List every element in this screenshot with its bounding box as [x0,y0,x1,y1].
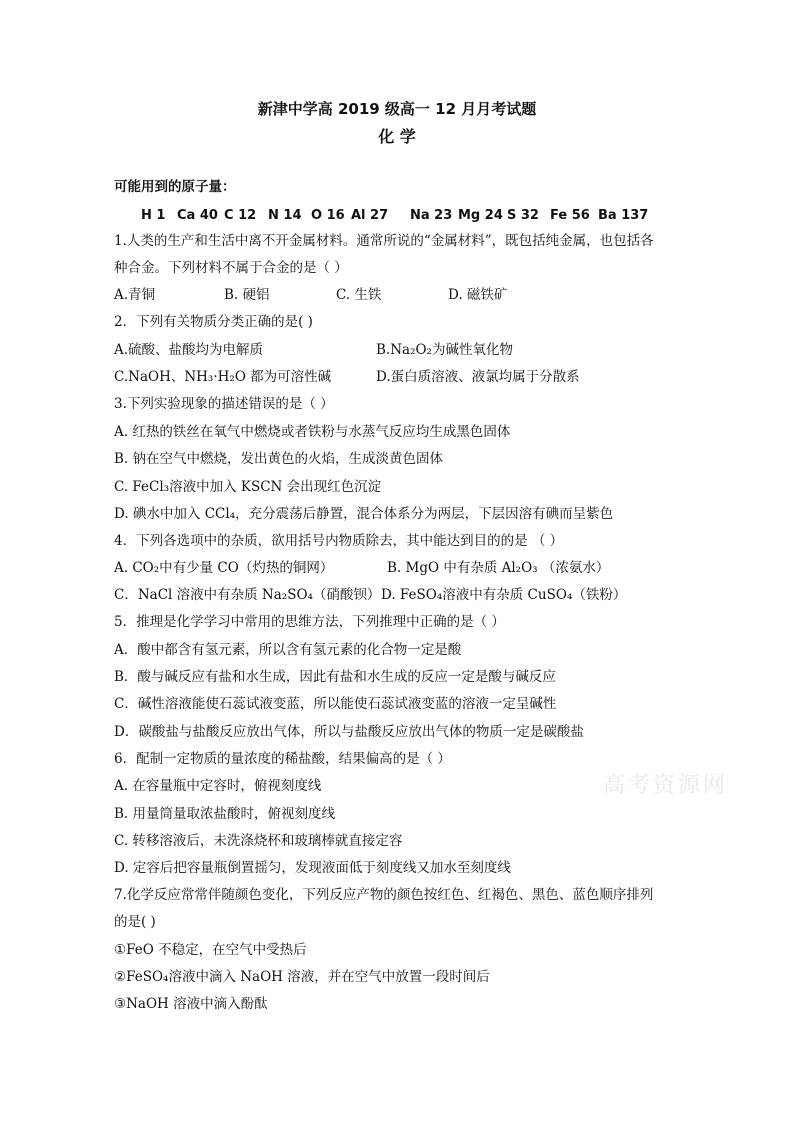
atomic-mass-item: Na 23 [410,208,453,223]
question-4-option-b: B. MgO 中有杂质 Al₂O₃ （浓氨水） [387,560,610,576]
question-7-item-1: ①FeO 不稳定，在空气中受热后 [114,942,307,958]
atomic-mass-label: 可能用到的原子量： [114,179,236,195]
question-3-option-b: B. 钠在空气中燃烧，发出黄色的火焰，生成淡黄色固体 [114,451,444,467]
watermark: 高考资源网 [603,773,729,798]
question-7-item-2: ②FeSO₄溶液中滴入 NaOH 溶液，并在空气中放置一段时间后 [114,969,490,985]
atomic-mass-item: C 12 [224,208,257,223]
question-2-option-a: A.硫酸、盐酸均为电解质 [114,342,264,358]
question-1-line-2: 种合金。下列材料不属于合金的是（ ） [114,260,348,276]
question-1-option-a: A.青铜 [114,287,156,303]
atomic-mass-item: H 1 [141,208,166,223]
question-6-stem: 6．配制一定物质的量浓度的稀盐酸，结果偏高的是（ ） [114,751,451,767]
subject-title: 化 学 [378,127,416,146]
atomic-mass-item: Mg 24 [458,208,503,223]
question-1-option-d: D. 磁铁矿 [448,287,508,303]
question-3-option-d: D. 碘水中加入 CCl₄，充分震荡后静置，混合体系分为两层，下层因溶有碘而呈紫色 [114,506,614,522]
atomic-mass-item: N 14 [268,208,302,223]
atomic-mass-item: Ba 137 [598,208,649,223]
question-5-option-c: C．碱性溶液能使石蕊试液变蓝，所以能使石蕊试液变蓝的溶液一定呈碱性 [114,696,557,712]
question-7-line-1: 7.化学反应常常伴随颜色变化，下列反应产物的颜色按红色、红褐色、黑色、蓝色顺序排列 [114,887,654,903]
atomic-mass-item: O 16 [311,208,345,223]
question-1-option-c: C. 生铁 [336,287,382,303]
atomic-mass-item: Ca 40 [177,208,218,223]
question-1-line-1: 1.人类的生产和生活中离不开金属材料。通常所说的“金属材料”，既包括纯金属，也包括各 [114,233,654,249]
question-2-option-c: C.NaOH、NH₃·H₂O 都为可溶性碱 [114,369,332,385]
question-6-option-a: A. 在容量瓶中定容时，俯视刻度线 [114,778,322,794]
question-4-option-a: A. CO₂中有少量 CO（灼热的铜网） [114,560,334,576]
atomic-mass-item: Fe 56 [550,208,590,223]
question-7-item-3: ③NaOH 溶液中滴入酚酞 [114,996,268,1012]
question-3-stem: 3.下列实验现象的描述错误的是（ ） [114,396,334,412]
question-2-option-d: D.蛋白质溶液、液氯均属于分散系 [376,369,580,385]
question-3-option-c: C. FeCl₃溶液中加入 KSCN 会出现红色沉淀 [114,479,382,495]
question-4-stem: 4．下列各选项中的杂质，欲用括号内物质除去，其中能达到目的的是 （ ） [114,533,564,549]
question-2-option-b: B.Na₂O₂为碱性氧化物 [376,342,513,358]
question-5-option-b: B．酸与碱反应有盐和水生成，因此有盐和水生成的反应一定是酸与碱反应 [114,669,556,685]
question-7-line-2: 的是( ) [114,914,156,930]
question-5-stem: 5．推理是化学学习中常用的思维方法，下列推理中正确的是（ ） [114,614,505,630]
exam-title: 新津中学高 2019 级高一 12 月月考试题 [257,100,537,118]
atomic-mass-item: Al 27 [351,208,389,223]
question-2-stem: 2．下列有关物质分类正确的是( ) [114,314,313,330]
question-3-option-a: A. 红热的铁丝在氧气中燃烧或者铁粉与水蒸气反应均生成黑色固体 [114,424,511,440]
atomic-mass-item: S 32 [507,208,539,223]
question-5-option-a: A．酸中都含有氢元素，所以含有氢元素的化合物一定是酸 [114,642,462,658]
question-6-option-d: D. 定容后把容量瓶倒置摇匀，发现液面低于刻度线又加水至刻度线 [114,860,511,876]
question-4-option-d: D. FeSO₄溶液中有杂质 CuSO₄（铁粉） [381,587,627,603]
question-6-option-b: B. 用量筒量取浓盐酸时，俯视刻度线 [114,806,336,822]
question-4-option-c: C．NaCl 溶液中有杂质 Na₂SO₄（硝酸钡） [114,587,381,603]
question-6-option-c: C. 转移溶液后，未洗涤烧杯和玻璃棒就直接定容 [114,833,403,849]
question-5-option-d: D．碳酸盐与盐酸反应放出气体，所以与盐酸反应放出气体的物质一定是碳酸盐 [114,724,584,740]
question-1-option-b: B. 硬铝 [224,287,270,303]
